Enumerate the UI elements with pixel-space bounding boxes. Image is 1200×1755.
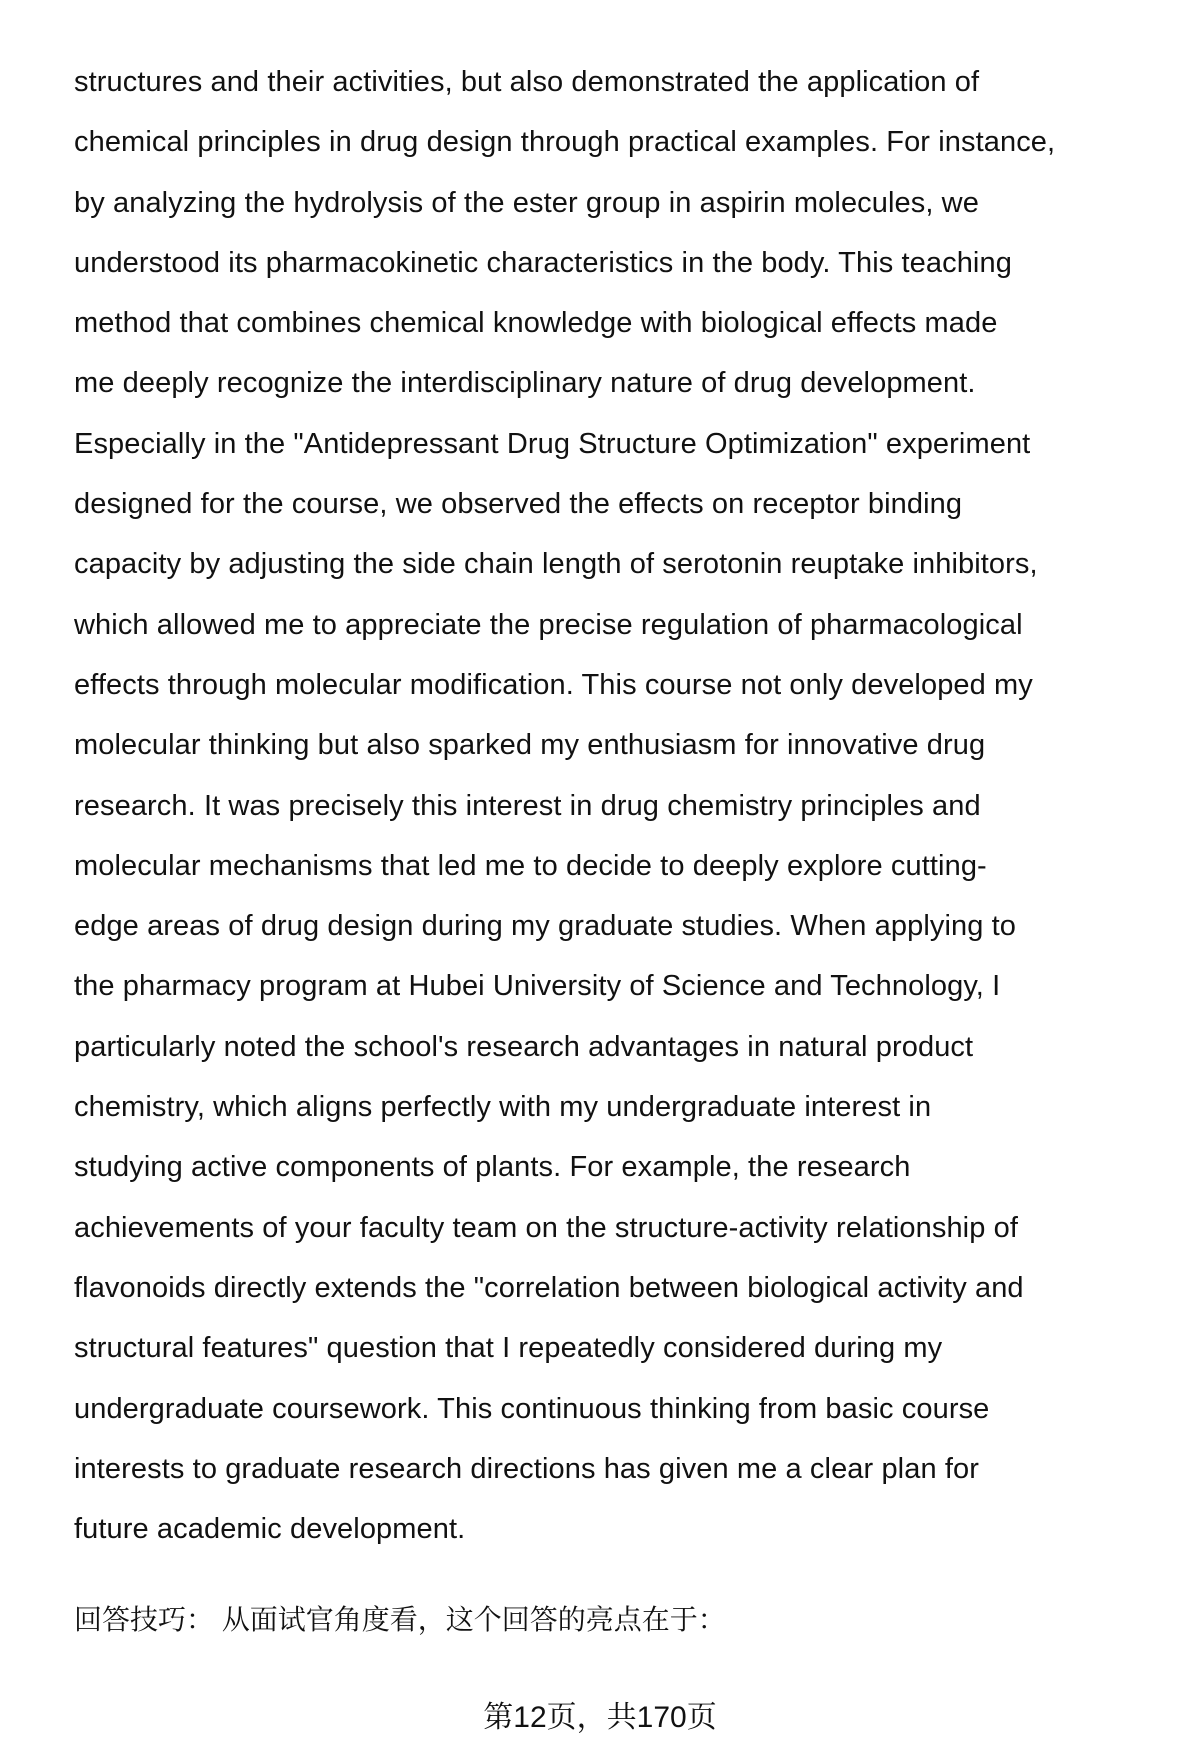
text-line: designed for the course, we observed the effects on receptor binding	[74, 488, 963, 521]
body-paragraph	[74, 60, 1174, 1567]
answer-tip-heading: 回答技巧： 从面试官角度看，这个回答的亮点在于：	[74, 1604, 726, 1635]
page-number-footer: 第12页，共170页	[483, 1701, 717, 1734]
text-line: method that combines chemical knowledge with biological effects made	[74, 307, 998, 340]
text-line: flavonoids directly extends the "correlation between biological activity and	[74, 1271, 1024, 1304]
text-line: me deeply recognize the interdisciplinary nature of drug development.	[74, 367, 976, 400]
text-line: studying active components of plants. For example, the research	[74, 1151, 911, 1184]
text-line: molecular mechanisms that led me to decide to deeply explore cutting-	[74, 849, 987, 882]
text-line: chemical principles in drug design through practical examples. For instance,	[74, 126, 1056, 159]
text-line: molecular thinking but also sparked my enthusiasm for innovative drug	[74, 729, 986, 762]
text-line: the pharmacy program at Hubei University of Science and Technology, I	[74, 970, 1001, 1003]
text-line: particularly noted the school's research advantages in natural product	[74, 1030, 974, 1063]
text-line: effects through molecular modification. This course not only developed my	[74, 668, 1033, 701]
text-line: chemistry, which aligns perfectly with my undergraduate interest in	[74, 1091, 932, 1124]
text-line: by analyzing the hydrolysis of the ester group in aspirin molecules, we	[74, 186, 979, 219]
text-line: undergraduate coursework. This continuous thinking from basic course	[74, 1392, 990, 1425]
text-line: structures and their activities, but also demonstrated the application of	[74, 66, 980, 98]
text-line: capacity by adjusting the side chain length of serotonin reuptake inhibitors,	[74, 548, 1038, 581]
text-line: research. It was precisely this interest in drug chemistry principles and	[74, 789, 981, 822]
text-line: understood its pharmacokinetic characteristics in the body. This teaching	[74, 246, 1012, 279]
text-line: structural features" question that I repeatedly considered during my	[74, 1332, 943, 1365]
text-line: achievements of your faculty team on the structure-activity relationship of	[74, 1211, 1018, 1244]
text-line: future academic development.	[74, 1513, 466, 1546]
text-line: which allowed me to appreciate the precise regulation of pharmacological	[74, 608, 1023, 641]
text-line: interests to graduate research directions has given me a clear plan for	[74, 1452, 979, 1485]
text-line: Especially in the "Antidepressant Drug Structure Optimization" experiment	[74, 427, 1031, 460]
text-line: edge areas of drug design during my graduate studies. When applying to	[74, 910, 1017, 943]
